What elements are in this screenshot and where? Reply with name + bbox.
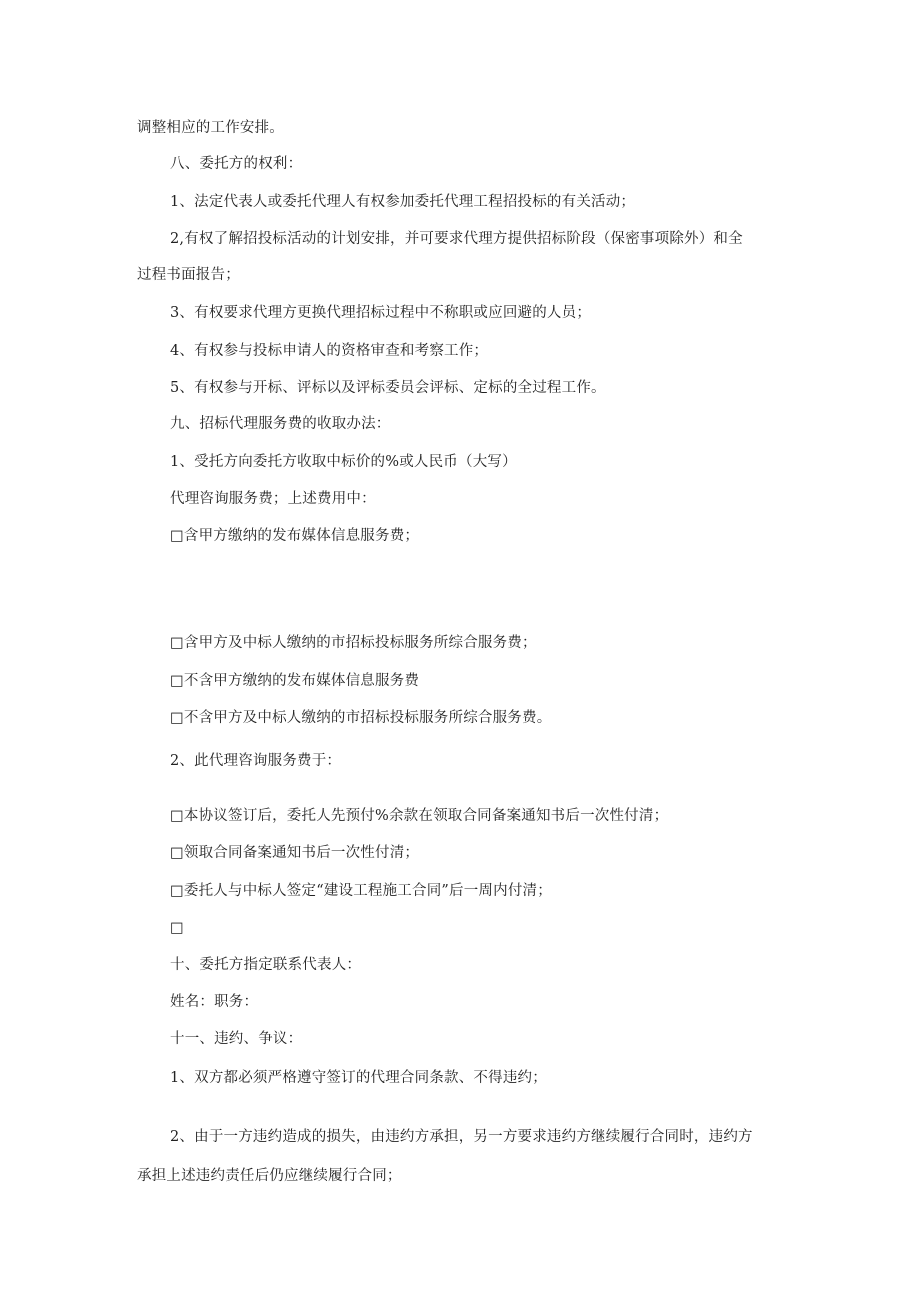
section-heading-11: 十一、违约、争议：: [170, 1031, 303, 1047]
checkbox-option-line: □不含甲方及中标人缴纳的市招标投标服务所综合服务费。: [170, 710, 552, 726]
text-line: 姓名：职务：: [170, 994, 259, 1010]
text-line: 3、有权要求代理方更换代理招标过程中不称职或应回避的人员；: [170, 305, 592, 321]
checkbox-option-line: □领取合同备案通知书后一次性付清；: [170, 845, 420, 861]
section-heading-10: 十、委托方指定联系代表人：: [170, 957, 362, 973]
text-line: 过程书面报告；: [137, 267, 240, 283]
checkbox-option-line: □含甲方及中标人缴纳的市招标投标服务所综合服务费；: [170, 635, 537, 651]
checkbox-option-line: □含甲方缴纳的发布媒体信息服务费；: [170, 528, 420, 544]
text-line: 承担上述违约责任后仍应继续履行合同；: [137, 1168, 402, 1184]
checkbox-option-line: □本协议签订后，委托人先预付%余款在领取合同备案通知书后一次性付清；: [170, 808, 669, 824]
text-line: 2、此代理咨询服务费于：: [170, 753, 342, 769]
text-line: 代理咨询服务费；上述费用中：: [170, 491, 376, 507]
text-line: 1、双方都必须严格遵守签订的代理合同条款、不得违约；: [170, 1070, 547, 1086]
text-line: 1、受托方向委托方收取中标价的%或人民币（大写）: [170, 454, 517, 470]
text-line: 4、有权参与投标申请人的资格审查和考察工作；: [170, 343, 489, 359]
section-heading-9: 九、招标代理服务费的收取办法：: [170, 416, 391, 432]
checkbox-option-line: □委托人与中标人签定“建设工程施工合同”后一周内付清；: [170, 883, 552, 899]
text-line: 1、法定代表人或委托代理人有权参加委托代理工程招投标的有关活动；: [170, 194, 636, 210]
text-line: 调整相应的工作安排。: [137, 120, 284, 136]
text-line: 2、由于一方违约造成的损失，由违约方承担，另一方要求违约方继续履行合同时，违约方: [170, 1129, 753, 1145]
section-heading-8: 八、委托方的权利：: [170, 156, 303, 172]
text-line: 5、有权参与开标、评标以及评标委员会评标、定标的全过程工作。: [170, 380, 606, 396]
text-line: 2,有权了解招投标活动的计划安排，并可要求代理方提供招标阶段（保密事项除外）和全: [170, 231, 743, 247]
checkbox-option-line: □不含甲方缴纳的发布媒体信息服务费: [170, 673, 420, 689]
checkbox-option-line: □: [170, 920, 184, 936]
